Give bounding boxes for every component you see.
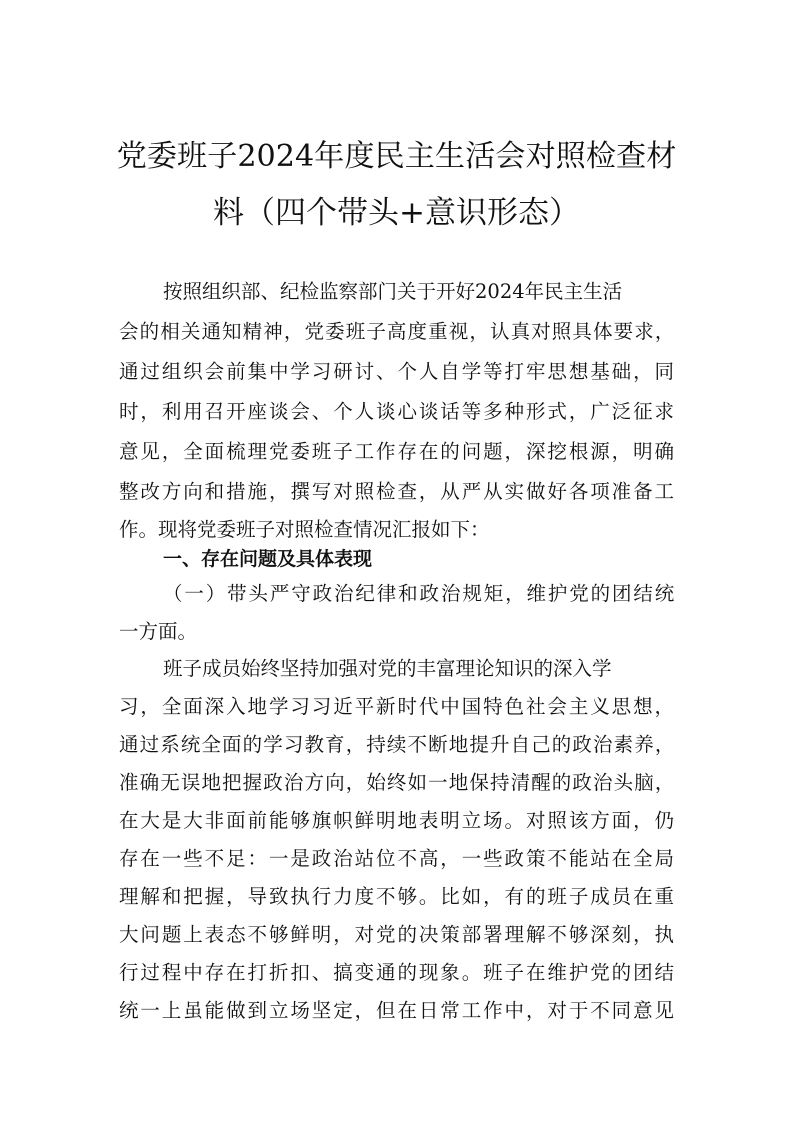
document-title-line-2: 料（四个带头+意识形态） [213, 195, 580, 231]
body-paragraph-line: 统一上虽能做到立场坚定，但在日常工作中，对于不同意见 [119, 999, 676, 1022]
body-paragraph-line: 大问题上表态不够鲜明，对党的决策部署理解不够深刻，执 [119, 923, 676, 946]
body-paragraph-line: 在大是大非面前能够旗帜鲜明地表明立场。对照该方面，仍 [119, 809, 676, 832]
body-paragraph-line: 准确无误地把握政治方向，始终如一地保持清醒的政治头脑， [119, 771, 676, 794]
intro-paragraph-line: 意见，全面梳理党委班子工作存在的问题，深挖根源，明确 [119, 440, 676, 463]
subsection-heading-line: （一）带头严守政治纪律和政治规矩，维护党的团结统 [163, 582, 677, 605]
body-paragraph-line: 习，全面深入地学习习近平新时代中国特色社会主义思想， [119, 695, 676, 718]
body-paragraph-line: 行过程中存在打折扣、搞变通的现象。班子在维护党的团结 [119, 961, 676, 984]
subsection-heading-line: 一方面。 [119, 620, 198, 643]
section-heading: 一、存在问题及具体表现 [163, 548, 373, 570]
intro-paragraph-line: 整改方向和措施，撰写对照检查，从严从实做好各项准备工 [119, 480, 676, 503]
body-paragraph-line: 通过系统全面的学习教育，持续不断地提升自己的政治素养， [119, 733, 676, 756]
intro-paragraph-line: 按照组织部、纪检监察部门关于开好2024年民主生活 [163, 280, 623, 303]
intro-paragraph-line: 作。现将党委班子对照检查情况汇报如下： [119, 518, 490, 541]
intro-paragraph-line: 时，利用召开座谈会、个人谈心谈话等多种形式，广泛征求 [119, 400, 676, 423]
body-paragraph-line: 班子成员始终坚持加强对党的丰富理论知识的深入学 [163, 657, 612, 680]
intro-paragraph-line: 通过组织会前集中学习研讨、个人自学等打牢思想基础，同 [119, 360, 676, 383]
intro-paragraph-line: 会的相关通知精神，党委班子高度重视，认真对照具体要求， [119, 320, 676, 343]
body-paragraph-line: 理解和把握，导致执行力度不够。比如，有的班子成员在重 [119, 885, 676, 908]
body-paragraph-line: 存在一些不足：一是政治站位不高，一些政策不能站在全局 [119, 847, 676, 870]
document-title-line-1: 党委班子2024年度民主生活会对照检查材 [116, 139, 677, 174]
